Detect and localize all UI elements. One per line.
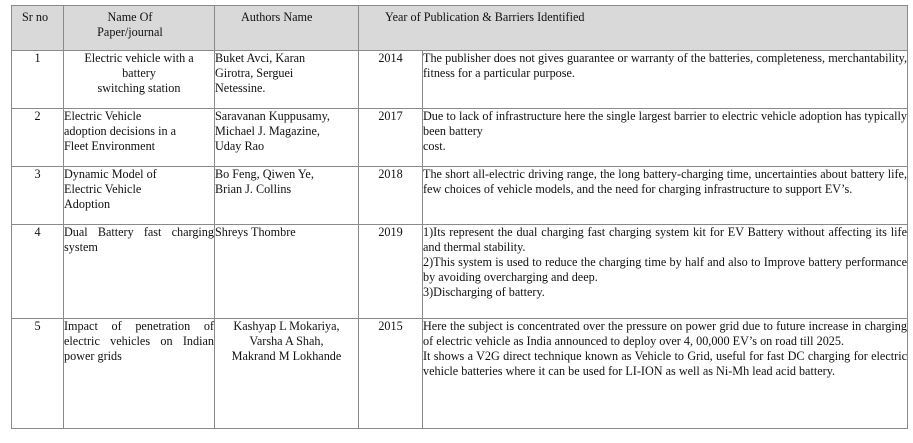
cell-year: 2015 <box>359 319 423 429</box>
barrier-text: Due to lack of infrastructure here the single largest barrier to electric vehicle adoption has typically been battery <box>423 109 907 138</box>
header-sr-no: Sr no <box>12 6 64 51</box>
cell-barriers <box>423 51 908 109</box>
author-line: Buket Avci, Karan <box>215 51 306 65</box>
cell-year: 2017 <box>359 109 423 167</box>
cell-paper-name <box>64 319 215 429</box>
cell-sr: 2 <box>12 109 64 167</box>
barrier-text: 3)Discharging of battery. <box>423 285 545 299</box>
author-line: Saravanan Kuppusamy, <box>215 109 330 123</box>
cell-barriers <box>423 319 908 429</box>
author-line: Brian J. Collins <box>215 182 292 196</box>
author-line: Netessine. <box>215 81 266 95</box>
cell-authors <box>215 319 359 429</box>
literature-table <box>11 5 908 429</box>
table-row <box>12 51 908 109</box>
cell-authors <box>215 225 359 319</box>
author-line: Kashyap L Mokariya, <box>233 319 340 333</box>
header-year-barriers: Year of Publication & Barriers Identified <box>359 6 908 51</box>
cell-paper-name <box>64 225 215 319</box>
cell-barriers <box>423 225 908 319</box>
header-authors: Authors Name <box>215 6 359 51</box>
barrier-text: 1)Its represent the dual charging fast charging system kit for EV Battery without affecting its life and thermal stability. <box>423 225 907 254</box>
cell-sr: 5 <box>12 319 64 429</box>
author-line: Makrand M Lokhande <box>231 349 342 363</box>
cell-paper-name <box>64 51 215 109</box>
cell-paper-name <box>64 167 215 225</box>
author-line: Michael J. Magazine, <box>215 124 320 138</box>
barrier-text: The short all-electric driving range, the long battery-charging time, uncertainties about battery life, few choices of vehicle models, and the need for charging infrastructure to support EV’s. <box>423 167 907 196</box>
paper-name-line: Adoption <box>64 197 111 211</box>
barrier-text: The publisher does not gives guarantee or warranty of the batteries, completeness, merchantability, fitness for a particular purpose. <box>423 51 907 80</box>
paper-name-line: adoption decisions in a <box>64 124 177 138</box>
table-header-row <box>12 6 908 51</box>
header-paper-name-line1: Name Of <box>107 10 153 24</box>
cell-year: 2014 <box>359 51 423 109</box>
cell-authors <box>215 109 359 167</box>
header-paper-name-line2: Paper/journal <box>97 25 163 39</box>
cell-barriers <box>423 167 908 225</box>
barrier-text: 2)This system is used to reduce the charging time by half and also to Improve battery performance by avoiding overcharging and deep. <box>423 255 907 284</box>
paper-name-line: Impact of penetration of electric vehicles on Indian power grids <box>64 319 214 363</box>
cell-sr: 1 <box>12 51 64 109</box>
header-paper-name <box>64 6 215 51</box>
author-line: Shreys Thombre <box>215 225 296 239</box>
paper-name-line: switching station <box>97 81 181 95</box>
table-row <box>12 225 908 319</box>
paper-name-line: battery <box>122 66 156 80</box>
cell-paper-name <box>64 109 215 167</box>
cell-barriers <box>423 109 908 167</box>
cell-sr: 4 <box>12 225 64 319</box>
author-line: Varsha A Shah, <box>249 334 324 348</box>
cell-sr: 3 <box>12 167 64 225</box>
author-line: Bo Feng, Qiwen Ye, <box>215 167 314 181</box>
author-line: Uday Rao <box>215 139 265 153</box>
paper-name-line: Electric Vehicle <box>64 109 142 123</box>
table-row <box>12 319 908 429</box>
barrier-text: Here the subject is concentrated over the pressure on power grid due to future increase in charging of electric vehicle as India announced to deploy over 4, 00,000 EV’s on road till 2025. <box>423 319 907 348</box>
paper-name-line: Dynamic Model of <box>64 167 157 181</box>
cell-year: 2019 <box>359 225 423 319</box>
cell-authors <box>215 51 359 109</box>
cell-authors <box>215 167 359 225</box>
paper-name-line: Electric Vehicle <box>64 182 142 196</box>
paper-name-line: Dual Battery fast charging system <box>64 225 214 254</box>
paper-name-line: Electric vehicle with a <box>84 51 194 65</box>
author-line: Girotra, Serguei <box>215 66 294 80</box>
table-row <box>12 109 908 167</box>
paper-name-line: Fleet Environment <box>64 139 156 153</box>
cell-year: 2018 <box>359 167 423 225</box>
barrier-text: cost. <box>423 139 446 153</box>
barrier-text: It shows a V2G direct technique known as Vehicle to Grid, useful for fast DC charging for electric vehicle batteries where it can be used for LI-ION as well as Ni-Mh lead acid battery. <box>423 349 907 378</box>
table-row <box>12 167 908 225</box>
